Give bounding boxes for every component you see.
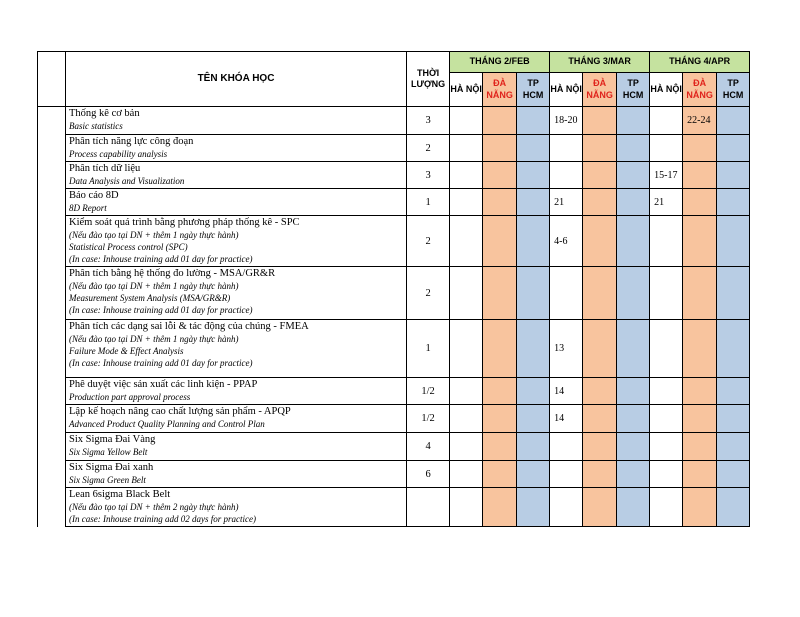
schedule-date-cell bbox=[517, 267, 550, 320]
schedule-date-cell bbox=[717, 189, 750, 216]
course-note: Failure Mode & Effect Analysis bbox=[69, 346, 184, 356]
schedule-date-cell bbox=[450, 461, 483, 488]
schedule-date-cell bbox=[450, 267, 483, 320]
table-row bbox=[38, 461, 750, 488]
schedule-date-cell bbox=[650, 216, 683, 267]
schedule-date-cell bbox=[517, 378, 550, 405]
row-header-cell bbox=[38, 405, 66, 433]
course-note: Advanced Product Quality Planning and Control Plan bbox=[69, 419, 265, 429]
schedule-date-cell bbox=[717, 135, 750, 162]
location-hanoi-mar: HÀ NỘI bbox=[550, 73, 583, 107]
schedule-date-cell bbox=[517, 433, 550, 461]
course-name-cell bbox=[66, 488, 407, 527]
schedule-date-cell bbox=[683, 135, 717, 162]
schedule-date-cell bbox=[517, 135, 550, 162]
course-name-vi: Kiểm soát quá trình bằng phương pháp thống kê - SPC bbox=[69, 217, 300, 228]
schedule-date-cell bbox=[450, 135, 483, 162]
schedule-date-cell bbox=[683, 378, 717, 405]
schedule-date-cell bbox=[450, 320, 483, 378]
course-name-cell bbox=[66, 135, 407, 162]
schedule-date-cell bbox=[583, 488, 617, 527]
row-header-cell bbox=[38, 378, 66, 405]
schedule-date-cell bbox=[617, 320, 650, 378]
course-note: (In case: Inhouse training add 02 days for practice) bbox=[69, 514, 256, 524]
course-name-cell bbox=[66, 267, 407, 320]
schedule-date-cell bbox=[650, 488, 683, 527]
schedule-date-cell bbox=[550, 461, 583, 488]
schedule-date-cell bbox=[717, 320, 750, 378]
course-name-vi: Phân tích bằng hệ thống đo lường - MSA/GR&R bbox=[69, 268, 276, 279]
schedule-date-cell bbox=[583, 135, 617, 162]
row-header-cell bbox=[38, 52, 66, 107]
schedule-date-cell: 21 bbox=[650, 189, 683, 216]
schedule-date-cell bbox=[617, 405, 650, 433]
course-note: Measurement System Analysis (MSA/GR&R) bbox=[69, 293, 231, 303]
course-name-vi: Six Sigma Đai Vàng bbox=[69, 434, 156, 445]
schedule-date-cell bbox=[650, 135, 683, 162]
course-note: Production part approval process bbox=[69, 392, 191, 402]
schedule-date-cell bbox=[550, 162, 583, 189]
course-name-header: TÊN KHÓA HỌC bbox=[66, 52, 407, 107]
schedule-date-cell bbox=[483, 461, 517, 488]
schedule-date-cell bbox=[450, 216, 483, 267]
course-name-cell bbox=[66, 433, 407, 461]
schedule-date-cell bbox=[617, 189, 650, 216]
table-row bbox=[38, 107, 750, 135]
schedule-date-cell bbox=[617, 488, 650, 527]
schedule-date-cell bbox=[717, 216, 750, 267]
schedule-date-cell bbox=[583, 216, 617, 267]
schedule-date-cell bbox=[483, 216, 517, 267]
course-name-cell bbox=[66, 216, 407, 267]
schedule-date-cell bbox=[450, 107, 483, 135]
duration-cell: 6 bbox=[407, 461, 450, 488]
duration-cell: 1/2 bbox=[407, 378, 450, 405]
duration-cell: 2 bbox=[407, 135, 450, 162]
schedule-date-cell bbox=[583, 405, 617, 433]
course-name-vi: Six Sigma Đai xanh bbox=[69, 462, 154, 473]
row-header-cell bbox=[38, 267, 66, 320]
schedule-date-cell bbox=[517, 461, 550, 488]
schedule-date-cell bbox=[483, 433, 517, 461]
schedule-date-cell bbox=[483, 267, 517, 320]
schedule-date-cell bbox=[517, 162, 550, 189]
row-header-cell bbox=[38, 433, 66, 461]
month-header-feb: THÁNG 2/FEB bbox=[450, 52, 550, 73]
course-name-vi: Báo cáo 8D bbox=[69, 190, 119, 201]
schedule-date-cell bbox=[617, 107, 650, 135]
schedule-date-cell bbox=[617, 433, 650, 461]
schedule-date-cell: 21 bbox=[550, 189, 583, 216]
course-name-cell bbox=[66, 461, 407, 488]
schedule-date-cell bbox=[717, 107, 750, 135]
duration-cell: 2 bbox=[407, 267, 450, 320]
schedule-date-cell bbox=[650, 433, 683, 461]
course-name-vi: Phê duyệt việc sản xuất các linh kiện - PPAP bbox=[69, 379, 258, 390]
table-row bbox=[38, 320, 750, 378]
course-name-vi: Thống kê cơ bản bbox=[69, 108, 140, 119]
table-row bbox=[38, 216, 750, 267]
schedule-date-cell bbox=[583, 267, 617, 320]
schedule-date-cell bbox=[683, 488, 717, 527]
schedule-date-cell bbox=[583, 461, 617, 488]
course-name-vi: Phân tích năng lực công đoạn bbox=[69, 136, 194, 147]
location-hcm-feb: TP HCM bbox=[517, 73, 550, 107]
schedule-date-cell bbox=[650, 378, 683, 405]
course-name-cell bbox=[66, 189, 407, 216]
course-name-cell bbox=[66, 320, 407, 378]
course-note: (Nếu đào tạo tại DN + thêm 1 ngày thực hành) bbox=[69, 230, 239, 240]
schedule-date-cell bbox=[683, 216, 717, 267]
location-danang-apr: ĐÀ NẴNG bbox=[683, 73, 717, 107]
month-header-mar: THÁNG 3/MAR bbox=[550, 52, 650, 73]
table-row bbox=[38, 189, 750, 216]
schedule-date-cell bbox=[583, 378, 617, 405]
schedule-date-cell bbox=[450, 405, 483, 433]
course-name-cell bbox=[66, 107, 407, 135]
course-note: Statistical Process control (SPC) bbox=[69, 242, 188, 252]
course-rows bbox=[38, 107, 750, 527]
row-header-cell bbox=[38, 107, 66, 135]
schedule-date-cell bbox=[483, 189, 517, 216]
schedule-date-cell: 13 bbox=[550, 320, 583, 378]
duration-cell: 2 bbox=[407, 216, 450, 267]
row-header-cell bbox=[38, 189, 66, 216]
schedule-date-cell bbox=[683, 433, 717, 461]
schedule-date-cell bbox=[717, 405, 750, 433]
schedule-date-cell bbox=[483, 488, 517, 527]
schedule-date-cell bbox=[517, 405, 550, 433]
schedule-date-cell bbox=[483, 162, 517, 189]
course-note: Six Sigma Yellow Belt bbox=[69, 447, 148, 457]
location-danang-mar: ĐÀ NẴNG bbox=[583, 73, 617, 107]
schedule-date-cell bbox=[450, 189, 483, 216]
schedule-date-cell bbox=[550, 433, 583, 461]
schedule-date-cell bbox=[450, 378, 483, 405]
course-note: Basic statistics bbox=[69, 121, 123, 131]
schedule-date-cell bbox=[583, 433, 617, 461]
schedule-date-cell bbox=[683, 461, 717, 488]
schedule-date-cell bbox=[550, 267, 583, 320]
schedule-date-cell bbox=[617, 378, 650, 405]
schedule-date-cell bbox=[483, 405, 517, 433]
schedule-date-cell bbox=[517, 320, 550, 378]
schedule-date-cell bbox=[683, 267, 717, 320]
schedule-date-cell bbox=[450, 433, 483, 461]
schedule-date-cell bbox=[683, 189, 717, 216]
schedule-date-cell bbox=[583, 320, 617, 378]
schedule-date-cell: 15-17 bbox=[650, 162, 683, 189]
schedule-date-cell bbox=[650, 107, 683, 135]
duration-cell: 3 bbox=[407, 107, 450, 135]
schedule-date-cell bbox=[483, 135, 517, 162]
course-name-vi: Phân tích dữ liệu bbox=[69, 163, 141, 174]
table-row bbox=[38, 488, 750, 527]
schedule-date-cell bbox=[617, 135, 650, 162]
table-row bbox=[38, 135, 750, 162]
schedule-date-cell bbox=[483, 378, 517, 405]
table-row bbox=[38, 162, 750, 189]
schedule-date-cell bbox=[517, 488, 550, 527]
schedule-date-cell bbox=[550, 135, 583, 162]
schedule-date-cell bbox=[583, 162, 617, 189]
schedule-date-cell bbox=[683, 320, 717, 378]
duration-cell bbox=[407, 488, 450, 527]
duration-cell: 1 bbox=[407, 189, 450, 216]
schedule-date-cell bbox=[450, 162, 483, 189]
course-note: (Nếu đào tạo tại DN + thêm 1 ngày thực hành) bbox=[69, 334, 239, 344]
schedule-date-cell: 14 bbox=[550, 378, 583, 405]
row-header-cell bbox=[38, 162, 66, 189]
schedule-date-cell bbox=[617, 461, 650, 488]
course-note: (Nếu đào tạo tại DN + thêm 1 ngày thực hành) bbox=[69, 281, 239, 291]
course-name-cell bbox=[66, 405, 407, 433]
schedule-date-cell bbox=[617, 162, 650, 189]
schedule-date-cell bbox=[717, 433, 750, 461]
schedule-date-cell bbox=[450, 488, 483, 527]
schedule-date-cell: 4-6 bbox=[550, 216, 583, 267]
course-name-cell bbox=[66, 378, 407, 405]
schedule-date-cell bbox=[650, 405, 683, 433]
course-name-vi: Phân tích các dạng sai lỗi & tác động của chúng - FMEA bbox=[69, 321, 309, 332]
row-header-cell bbox=[38, 216, 66, 267]
duration-header: THỜI LƯỢNG bbox=[407, 52, 450, 107]
course-note: (Nếu đào tạo tại DN + thêm 2 ngày thực hành) bbox=[69, 502, 239, 512]
schedule-date-cell bbox=[517, 107, 550, 135]
location-hcm-mar: TP HCM bbox=[617, 73, 650, 107]
schedule-date-cell: 18-20 bbox=[550, 107, 583, 135]
location-danang-feb: ĐÀ NẴNG bbox=[483, 73, 517, 107]
schedule-date-cell bbox=[617, 216, 650, 267]
schedule-date-cell bbox=[717, 162, 750, 189]
row-header-cell bbox=[38, 135, 66, 162]
schedule-date-cell bbox=[583, 189, 617, 216]
schedule-date-cell bbox=[650, 267, 683, 320]
schedule-date-cell bbox=[617, 267, 650, 320]
duration-cell: 1/2 bbox=[407, 405, 450, 433]
schedule-date-cell bbox=[650, 320, 683, 378]
row-header-cell bbox=[38, 488, 66, 527]
schedule-date-cell bbox=[683, 162, 717, 189]
schedule-date-cell bbox=[717, 461, 750, 488]
schedule-date-cell: 22-24 bbox=[683, 107, 717, 135]
duration-cell: 3 bbox=[407, 162, 450, 189]
schedule-date-cell: 14 bbox=[550, 405, 583, 433]
course-note: (In case: Inhouse training add 01 day for practice) bbox=[69, 254, 253, 264]
schedule-date-cell bbox=[683, 405, 717, 433]
schedule-date-cell bbox=[483, 320, 517, 378]
schedule-date-cell bbox=[717, 378, 750, 405]
row-header-cell bbox=[38, 320, 66, 378]
course-note: 8D Report bbox=[69, 203, 107, 213]
location-hanoi-apr: HÀ NỘI bbox=[650, 73, 683, 107]
course-note: Data Analysis and Visualization bbox=[69, 176, 185, 186]
training-schedule-table bbox=[37, 51, 750, 527]
table-row bbox=[38, 378, 750, 405]
schedule-date-cell bbox=[717, 267, 750, 320]
schedule-date-cell bbox=[517, 189, 550, 216]
schedule-date-cell bbox=[583, 107, 617, 135]
location-hcm-apr: TP HCM bbox=[717, 73, 750, 107]
course-note: Six Sigma Green Belt bbox=[69, 475, 146, 485]
schedule-date-cell bbox=[717, 488, 750, 527]
month-header-apr: THÁNG 4/APR bbox=[650, 52, 750, 73]
duration-cell: 4 bbox=[407, 433, 450, 461]
course-name-vi: Lean 6sigma Black Belt bbox=[69, 489, 171, 500]
course-name-vi: Lập kế hoạch nâng cao chất lượng sản phẩm - APQP bbox=[69, 406, 291, 417]
row-header-cell bbox=[38, 461, 66, 488]
schedule-date-cell bbox=[550, 488, 583, 527]
table-row bbox=[38, 433, 750, 461]
location-hanoi-feb: HÀ NỘI bbox=[450, 73, 483, 107]
course-note: (In case: Inhouse training add 01 day for practice) bbox=[69, 305, 253, 315]
duration-cell: 1 bbox=[407, 320, 450, 378]
table-row bbox=[38, 267, 750, 320]
course-note: (In case: Inhouse training add 01 day for practice) bbox=[69, 358, 253, 368]
schedule-date-cell bbox=[483, 107, 517, 135]
table-row bbox=[38, 405, 750, 433]
schedule-date-cell bbox=[517, 216, 550, 267]
course-name-cell bbox=[66, 162, 407, 189]
course-note: Process capability analysis bbox=[69, 149, 168, 159]
schedule-date-cell bbox=[650, 461, 683, 488]
